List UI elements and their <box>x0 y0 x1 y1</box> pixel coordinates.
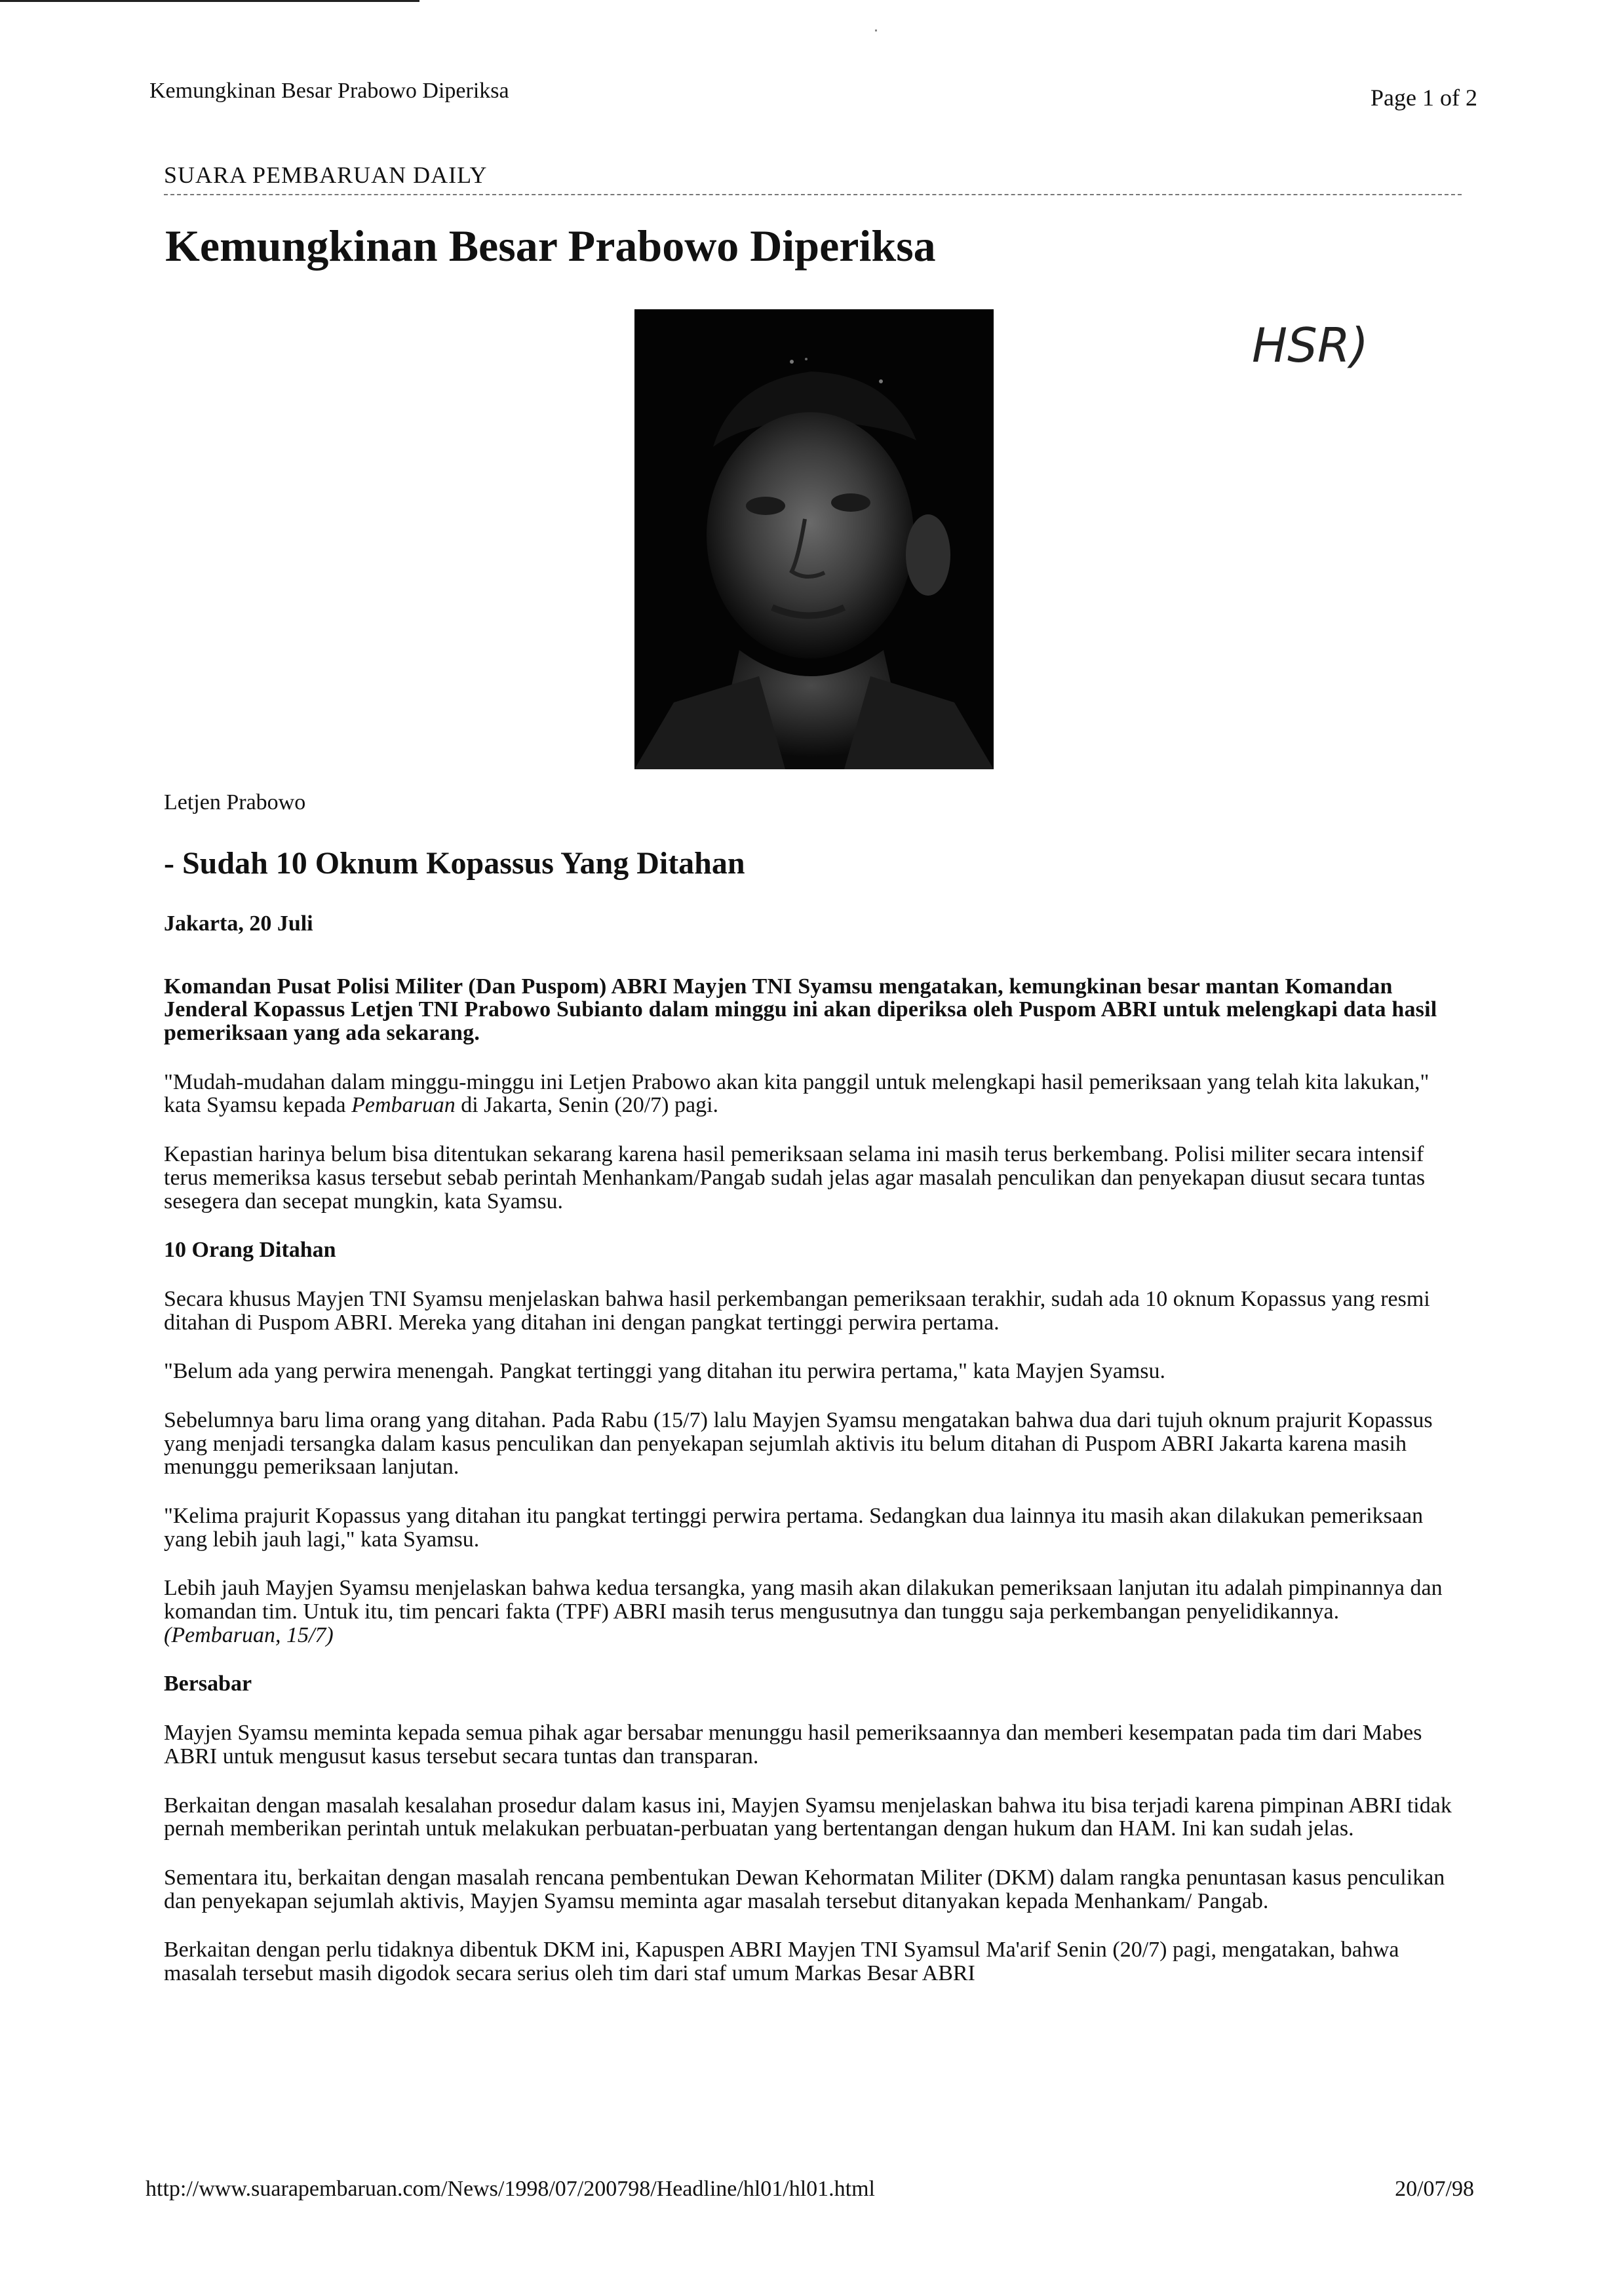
paragraph-7 <box>164 1577 1462 1647</box>
portrait-photo <box>634 309 994 769</box>
publication-divider <box>164 194 1462 195</box>
paragraph-2: Kepastian harinya belum bisa ditentukan sekarang karena hasil pemeriksaan selama ini masih terus berkembang. Polisi militer secara intensif terus memeriksa kasus tersebut sebab perintah Menhankam/Pangab sudah jelas agar masalah penculikan dan penyekapan diusut secara tuntas sesegera dan secepat mungkin, kata Syamsu. <box>164 1142 1426 1214</box>
paragraph-4: "Belum ada yang perwira menengah. Pangkat tertinggi yang ditahan itu perwira pertama," kata Mayjen Syamsu. <box>164 1359 1166 1384</box>
paragraph-1-text-b: di Jakarta, Senin (20/7) pagi. <box>455 1093 719 1118</box>
paragraph-8: Mayjen Syamsu meminta kepada semua pihak agar bersabar menunggu hasil pemeriksaannya dan memberi kesempatan pada tim dari Mabes ABRI untuk mengusut kasus tersebut secara tuntas dan transparan. <box>164 1721 1422 1769</box>
paragraph-7-citation: (Pembaruan, 15/7) <box>164 1622 334 1647</box>
publication-name: SUARA PEMBARUAN DAILY <box>164 162 488 188</box>
scan-edge-rule <box>0 0 419 2</box>
paragraph-1-publication: Pembaruan <box>351 1093 456 1118</box>
paragraph-10: Sementara itu, berkaitan dengan masalah rencana pembentukan Dewan Kehormatan Militer (DKM) dalam rangka penuntasan kasus penculikan dan penyekapan sejumlah aktivis, Mayjen Syamsu meminta agar masalah tersebut ditanyakan kepada Menhankam/ Pangab. <box>164 1865 1445 1913</box>
print-header-page-number: Page 1 of 2 <box>1371 85 1477 111</box>
scan-speck <box>875 29 877 31</box>
paragraph-5: Sebelumnya baru lima orang yang ditahan. Pada Rabu (15/7) lalu Mayjen Syamsu mengatakan bahwa dua dari tujuh oknum prajurit Kopassus yang menjadi tersangka dalam kasus penculikan dan penyekapan sejumlah aktivis itu belum ditahan di Puspom ABRI Jakarta karena masih menunggu pemeriksaan lanjutan. <box>164 1407 1433 1480</box>
print-header-title: Kemungkinan Besar Prabowo Diperiksa <box>149 79 509 103</box>
paragraph-3: Secara khusus Mayjen TNI Syamsu menjelaskan bahwa hasil perkembangan pemeriksaan terakhir, sudah ada 10 oknum Kopassus yang resmi ditahan di Puspom ABRI. Mereka yang ditahan ini dengan pangkat tertinggi perwira pertama. <box>164 1286 1430 1335</box>
section-heading-bersabar: Bersabar <box>164 1672 252 1696</box>
paragraph-7-text: Lebih jauh Mayjen Syamsu menjelaskan bahwa kedua tersangka, yang masih akan dilakukan pemeriksaan lanjutan itu adalah pimpinannya dan komandan tim. Untuk itu, tim pencari fakta (TPF) ABRI masih terus mengusutnya dan tunggu saja perkembangan penyelidikannya. <box>164 1576 1443 1624</box>
article-dateline: Jakarta, 20 Juli <box>164 911 313 936</box>
article-body <box>164 912 1462 2011</box>
print-footer-url: http://www.suarapembaruan.com/News/1998/07/200798/Headline/hl01/hl01.html <box>146 2177 876 2201</box>
photo-caption: Letjen Prabowo <box>164 790 306 814</box>
section-heading-10-orang-ditahan: 10 Orang Ditahan <box>164 1238 336 1263</box>
paragraph-6: "Kelima prajurit Kopassus yang ditahan itu pangkat tertinggi perwira pertama. Sedangkan dua lainnya itu masih akan dilakukan pemeriksaan yang lebih jauh lagi," kata Syamsu. <box>164 1504 1424 1552</box>
paragraph-11: Berkaitan dengan perlu tidaknya dibentuk DKM ini, Kapuspen ABRI Mayjen TNI Syamsul Ma'arif Senin (20/7) pagi, mengatakan, bahwa masalah tersebut masih digodok secara serius oleh tim dari staf umum Markas Besar ABRI <box>164 1938 1399 1985</box>
handwritten-annotation: HSR) <box>1252 318 1369 373</box>
article-subtitle: - Sudah 10 Oknum Kopassus Yang Ditahan <box>164 846 745 881</box>
article-lead: Komandan Pusat Polisi Militer (Dan Puspom) ABRI Mayjen TNI Syamsu mengatakan, kemungkinan besar mantan Komandan Jenderal Kopassus Letjen TNI Prabowo Subianto dalam minggu ini akan diperiksa oleh Puspom ABRI untuk melengkapi data hasil pemeriksaan yang ada sekarang. <box>164 974 1437 1046</box>
paragraph-1 <box>164 1071 1462 1117</box>
print-footer-date: 20/07/98 <box>1395 2177 1474 2201</box>
paragraph-9: Berkaitan dengan masalah kesalahan prosedur dalam kasus ini, Mayjen Syamsu menjelaskan bahwa itu bisa terjadi karena pimpinan ABRI tidak pernah memberikan perintah untuk melakukan perbuatan-perbuatan yang bertentangan dengan hukum dan HAM. Ini kan sudah jelas. <box>164 1793 1452 1841</box>
paragraph-1-text-a: "Mudah-mudahan dalam minggu-minggu ini Letjen Prabowo akan kita panggil untuk melengkapi hasil pemeriksaan yang telah kita lakukan," kata Syamsu kepada <box>164 1069 1430 1118</box>
article-title: Kemungkinan Besar Prabowo Diperiksa <box>165 221 936 271</box>
portrait-photo-image <box>634 309 994 769</box>
